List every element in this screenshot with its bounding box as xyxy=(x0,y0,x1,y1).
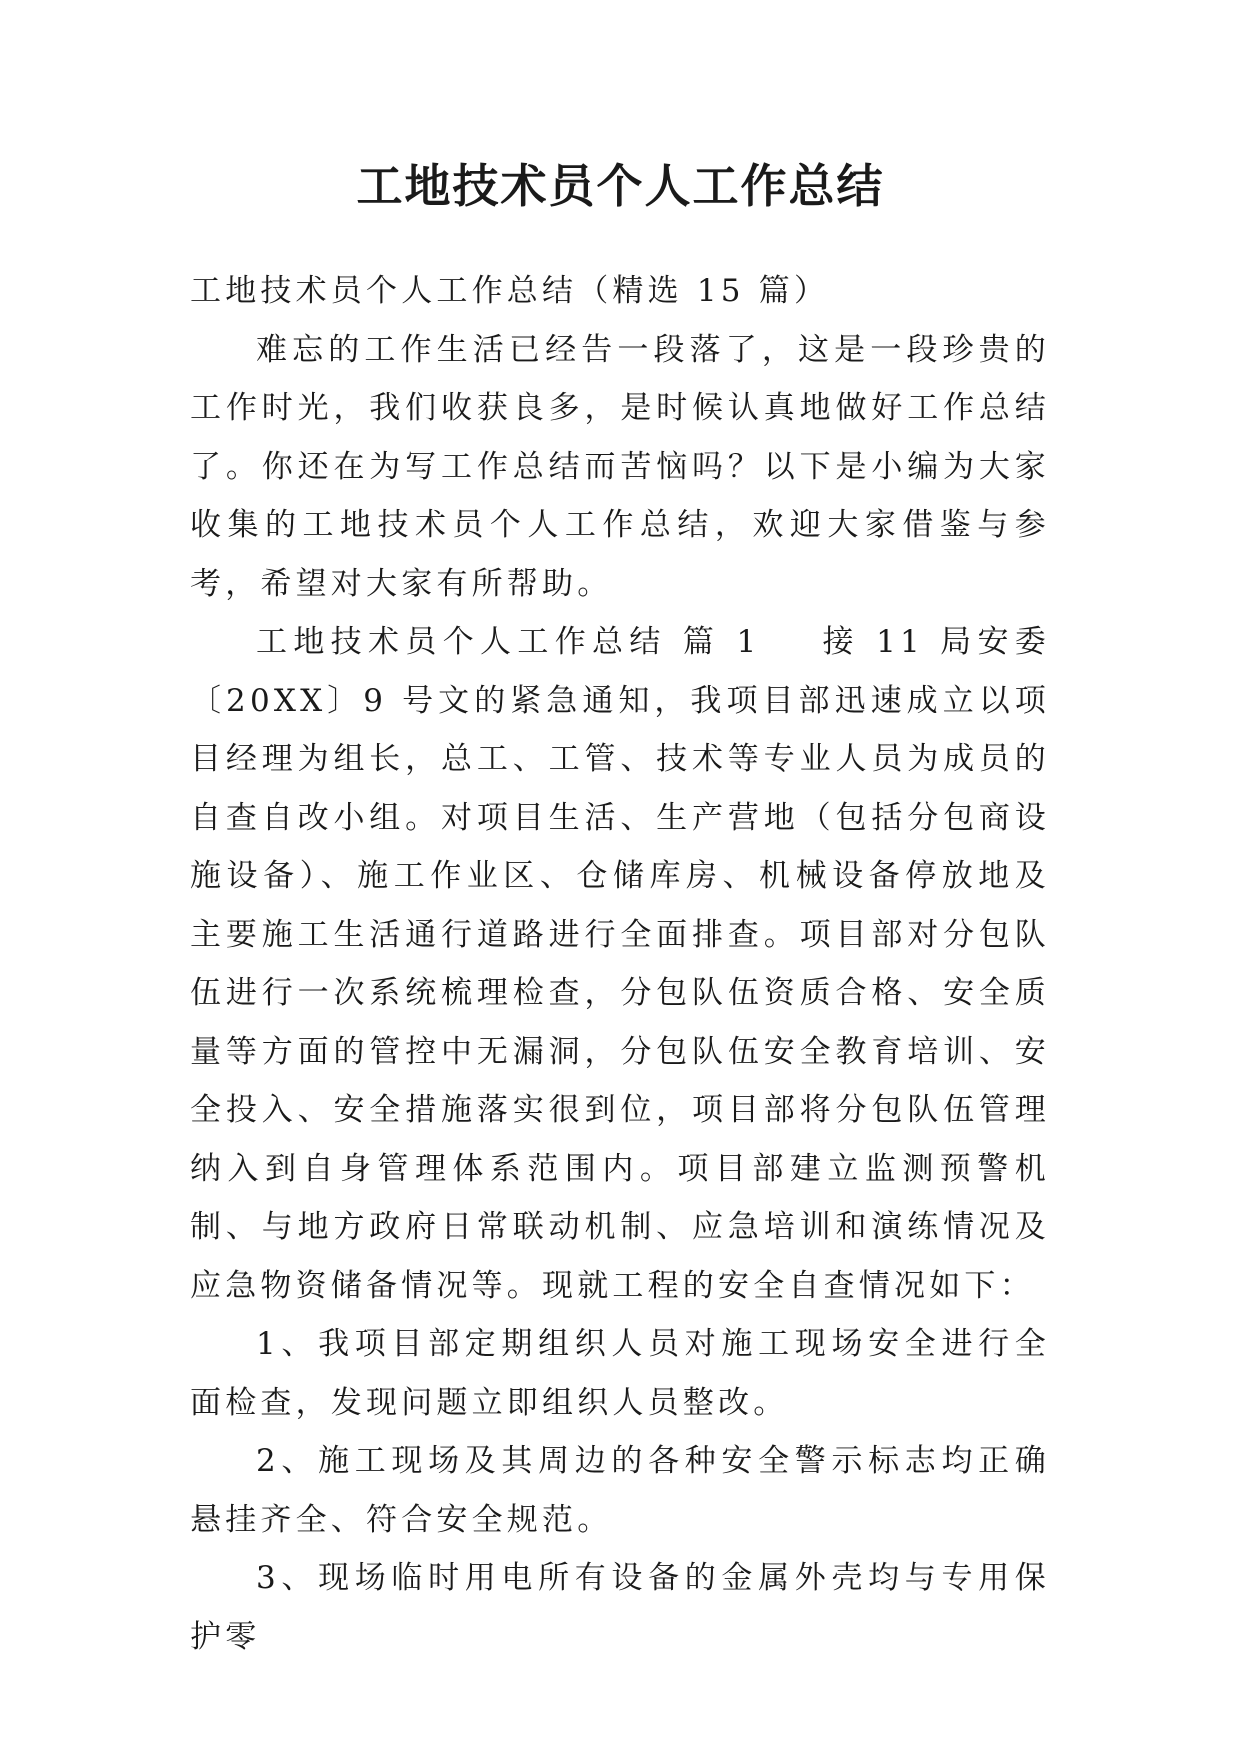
subtitle: 工地技术员个人工作总结（精选 15 篇） xyxy=(190,273,830,309)
document-body xyxy=(190,262,1050,1666)
section-1-text: 接 11 局安委〔20XX〕9 号文的紧急通知，我项目部迅速成立以项目经理为组长，总工、工管、技术等专业人员为成员的自查自改小组。对项目生活、生产营地（包括分包商设施设备）、施工作业区、仓储库房、机械设备停放地及主要施工生活通行道路进行全面排查。项目部对分包队伍进行一次系统梳理检查，分包队伍资质合格、安全质量等方面的管控中无漏洞，分包队伍安全教育培训、安全投入、安全措施落实很到位，项目部将分包队伍管理纳入到自身管理体系范围内。项目部建立监测预警机制、与地方政府日常联动机制、应急培训和演练情况及应急物资储备情况等。现就工程的安全自查情况如下： xyxy=(190,624,1050,1304)
list-item: 2、施工现场及其周边的各种安全警示标志均正确悬挂齐全、符合安全规范。 xyxy=(190,1443,1050,1538)
intro-paragraph: 难忘的工作生活已经告一段落了，这是一段珍贵的工作时光，我们收获良多，是时候认真地做好工作总结了。你还在为写工作总结而苦恼吗？以下是小编为大家收集的工地技术员个人工作总结，欢迎大家借鉴与参考，希望对大家有所帮助。 xyxy=(190,331,1050,602)
page-title: 工地技术员个人工作总结 xyxy=(356,159,885,213)
section-1-heading: 工地技术员个人工作总结 篇 1 xyxy=(256,624,761,660)
list-item: 1、我项目部定期组织人员对施工现场安全进行全面检查，发现问题立即组织人员整改。 xyxy=(190,1326,1050,1421)
list-item: 3、现场临时用电所有设备的金属外壳均与专用保护零 xyxy=(190,1560,1050,1655)
section-1-paragraph xyxy=(190,613,1050,1315)
